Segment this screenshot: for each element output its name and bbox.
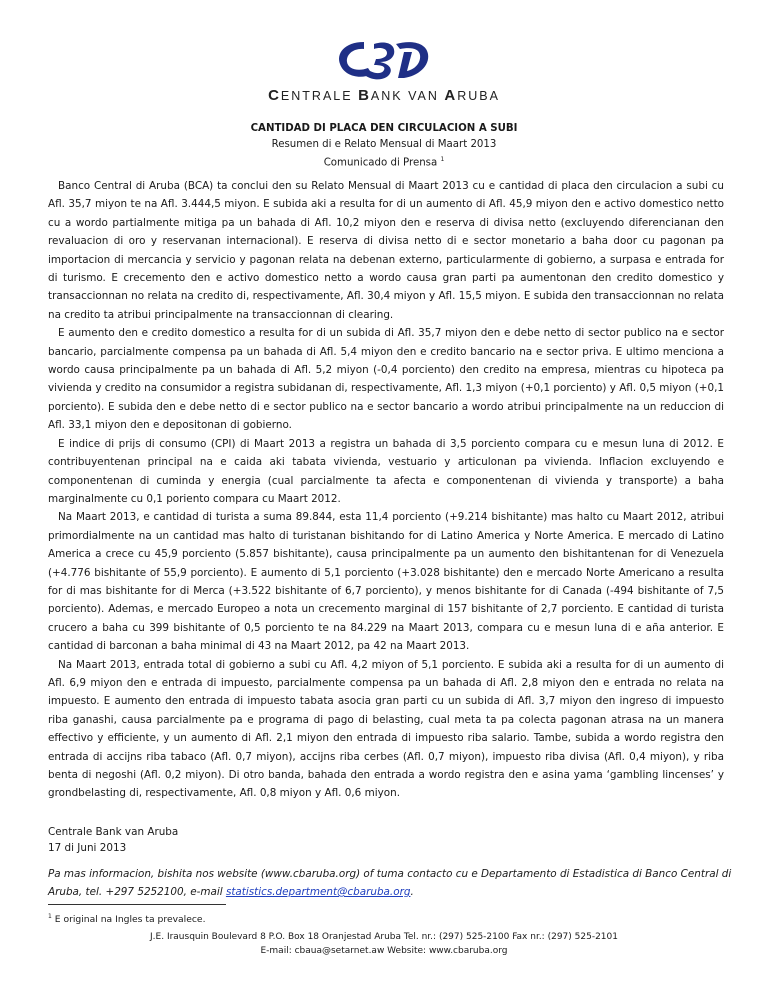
bank-name: CENTRALE BANK VAN ARUBA (268, 87, 500, 104)
release-subtitle: Resumen di e Relato Mensual di Maart 2013 (271, 138, 497, 150)
address-footer (0, 930, 768, 958)
address-line: J.E. Irausquin Boulevard 8 P.O. Box 18 Oranjestad Aruba Tel. nr.: (297) 525-2100 Fax nr.: (297) 525-2101 (150, 932, 618, 942)
press-label: Comunicado di Prensa $^1$ (323, 156, 445, 169)
footnote-ref: 1 (440, 156, 445, 163)
release-title: CANTIDAD DI PLACA DEN CIRCULACION A SUBI (250, 123, 518, 134)
paragraph-tourism: Na Maart 2013, e cantidad di turista a suma 89.844, esta 11,4 porciento (+9.214 bishitante) mas halto cu Maart 2012, atribui primordialmente na un cantidad mas halto di turistanan bishitando for di Latino America y Norte America. E mercado di Latino America a crece cu 45,9 porciento (5.857 bishitante), causa principalmente pa un aumento den bishitantenan for di Venezuela (+4.776 bishitante of 55,9 porciento). E aumento di 5,1 porciento (+3.028 bishitante) den e mercado Norte Americano a resulta for di mas bishitante for di Merca (+3.522 bishitante of 6,7 porciento), y menos bishitante for di Canada (-494 bishitante of 7,5 porciento). Ademas, e mercado Europeo a nota un crecemento marginal di 157 bishitante of 2,7 porciento. E cantidad di turista crucero a baha cu 399 bishitante of 0,5 porciento te na 84.229 na Maart 2013, compara cu e mesun luna di e aña anterior. E cantidad di barconan a baha minimal di 43 na Maart 2012, pa 42 na Maart 2013. (48, 511, 724, 653)
paragraph-consumer-price-index: E indice di prijs di consumo (CPI) di Maart 2013 a registra un bahada di 3,5 porciento compara cu e mesun luna di 2012. E contribuyentenan principal na e caida aki tabata vivienda, vestuario y articulonan pa vivienda. Inflacion excluyendo e componentenan di cuminda y energia (cual parcialmente ta afecta e componentenan di vivienda y transporte) a baha marginalmente cu 0,1 poriento compara cu Maart 2012. (48, 437, 724, 505)
signature-date: 17 di Juni 2013 (48, 842, 127, 854)
paragraph-government-revenue: Na Maart 2013, entrada total di gobierno a subi cu Afl. 4,2 miyon of 5,1 porciento. E subida aki a resulta for di un aumento di Afl. 6,9 miyon den e entrada di impuesto, parcialmente compensa pa un bahada di Afl. 2,8 miyon den e entrada no relata na impuesto. E aumento den entrada di impuesto tabata asocia gran parti cu un subida di Afl. 3,7 miyon den ingreso di impuesto riba ganashi, causa parcialmente pa e programa di pago di belasting, cual meta ta pa colecta pagonan atrasa na un manera effectivo y efficiente, y un aumento di Afl. 2,1 miyon den entrada di impuesto riba salario. Tambe, subida a wordo registra den entrada di accijns riba tabaco (Afl. 0,7 miyon), accijns riba cerbes (Afl. 0,7 miyon), impuesto riba divisa (Afl. 0,4 miyon), y riba benta di negoshi (Afl. 0,2 miyon). Di otro banda, bahada den entrada a wordo registra den e asina yama ‘gambling lincenses’ y grondbelasting di, respectivamente, Afl. 0,8 miyon y Afl. 0,6 miyon. (48, 658, 724, 800)
paragraph-money-supply: Banco Central di Aruba (BCA) ta conclui den su Relato Mensual di Maart 2013 cu e cantidad di placa den circulacion a subi cu Afl. 35,7 miyon te na Afl. 3.444,5 miyon. E subida aki a resulta for di un aumento di Afl. 45,9 miyon den e activo domestico netto cu a wordo partialmente mitiga pa un bahada di Afl. 10,2 miyon den e reserva di divisa netto (excluyendo diferencianan den revaluacion di oro y reservanan internacional). E reserva di divisa netto di e sector monetario a baha door cu pagonan pa importacion di mercancia y servicio y pagonan relata na debenan externo, particularmente di gobierno, a surpasa e entrada for di turismo. E crecemento den e activo domestico netto a wordo causa gran parti pa aumentonan den credito domestico y transaccionnan no relata na credito di, respectivamente, Afl. 30,4 miyon y Afl. 15,5 miyon. E subida den transaccionnan no relata na credito ta atribui principalmente na transaccionnan di clearing. (48, 180, 724, 321)
cba-logo-icon (334, 34, 434, 84)
contact-info: Pa mas informacion, bishita nos website (www.cbaruba.org) of tuma contacto cu e Departamento di Estadistica di Banco Central di Aruba, tel. +297 5252100, e-mail statistics.department@cbaruba.org. (48, 868, 732, 898)
footnote: $^1$ E original na Ingles ta prevalece. (48, 913, 206, 926)
contact-line: E-mail: cbaua@setarnet.aw Website: www.cbaruba.org (260, 946, 508, 956)
signature (48, 824, 178, 856)
footnote-divider (48, 904, 226, 905)
press-release-heading (0, 121, 768, 171)
paragraph-domestic-credit: E aumento den e credito domestico a resulta for di un subida di Afl. 35,7 miyon den e debe netto di sector publico na e sector bancario, parcialmente compensa pa un bahada di Afl. 5,4 miyon den e credito bancario na e sector priva. E ultimo menciona a wordo causa principalmente pa un bahada di Afl. 5,2 miyon (-0,4 porciento) den credito na empresa, mientras cu hipoteca pa vivienda y credito na consumidor a registra subidanan di, respectivamente, Afl. 1,3 miyon (+0,1 porciento) y Afl. 0,5 miyon (+0,1 porciento). E subida den e debe netto di e sector publico na e sector bancario a wordo atribui principalmente na un reduccion di Afl. 33,1 miyon den e depositonan di gobierno. (48, 327, 724, 432)
release-body (48, 177, 724, 803)
signature-org: Centrale Bank van Aruba (48, 826, 179, 838)
email-link[interactable]: statistics.department@cbaruba.org (225, 886, 411, 898)
